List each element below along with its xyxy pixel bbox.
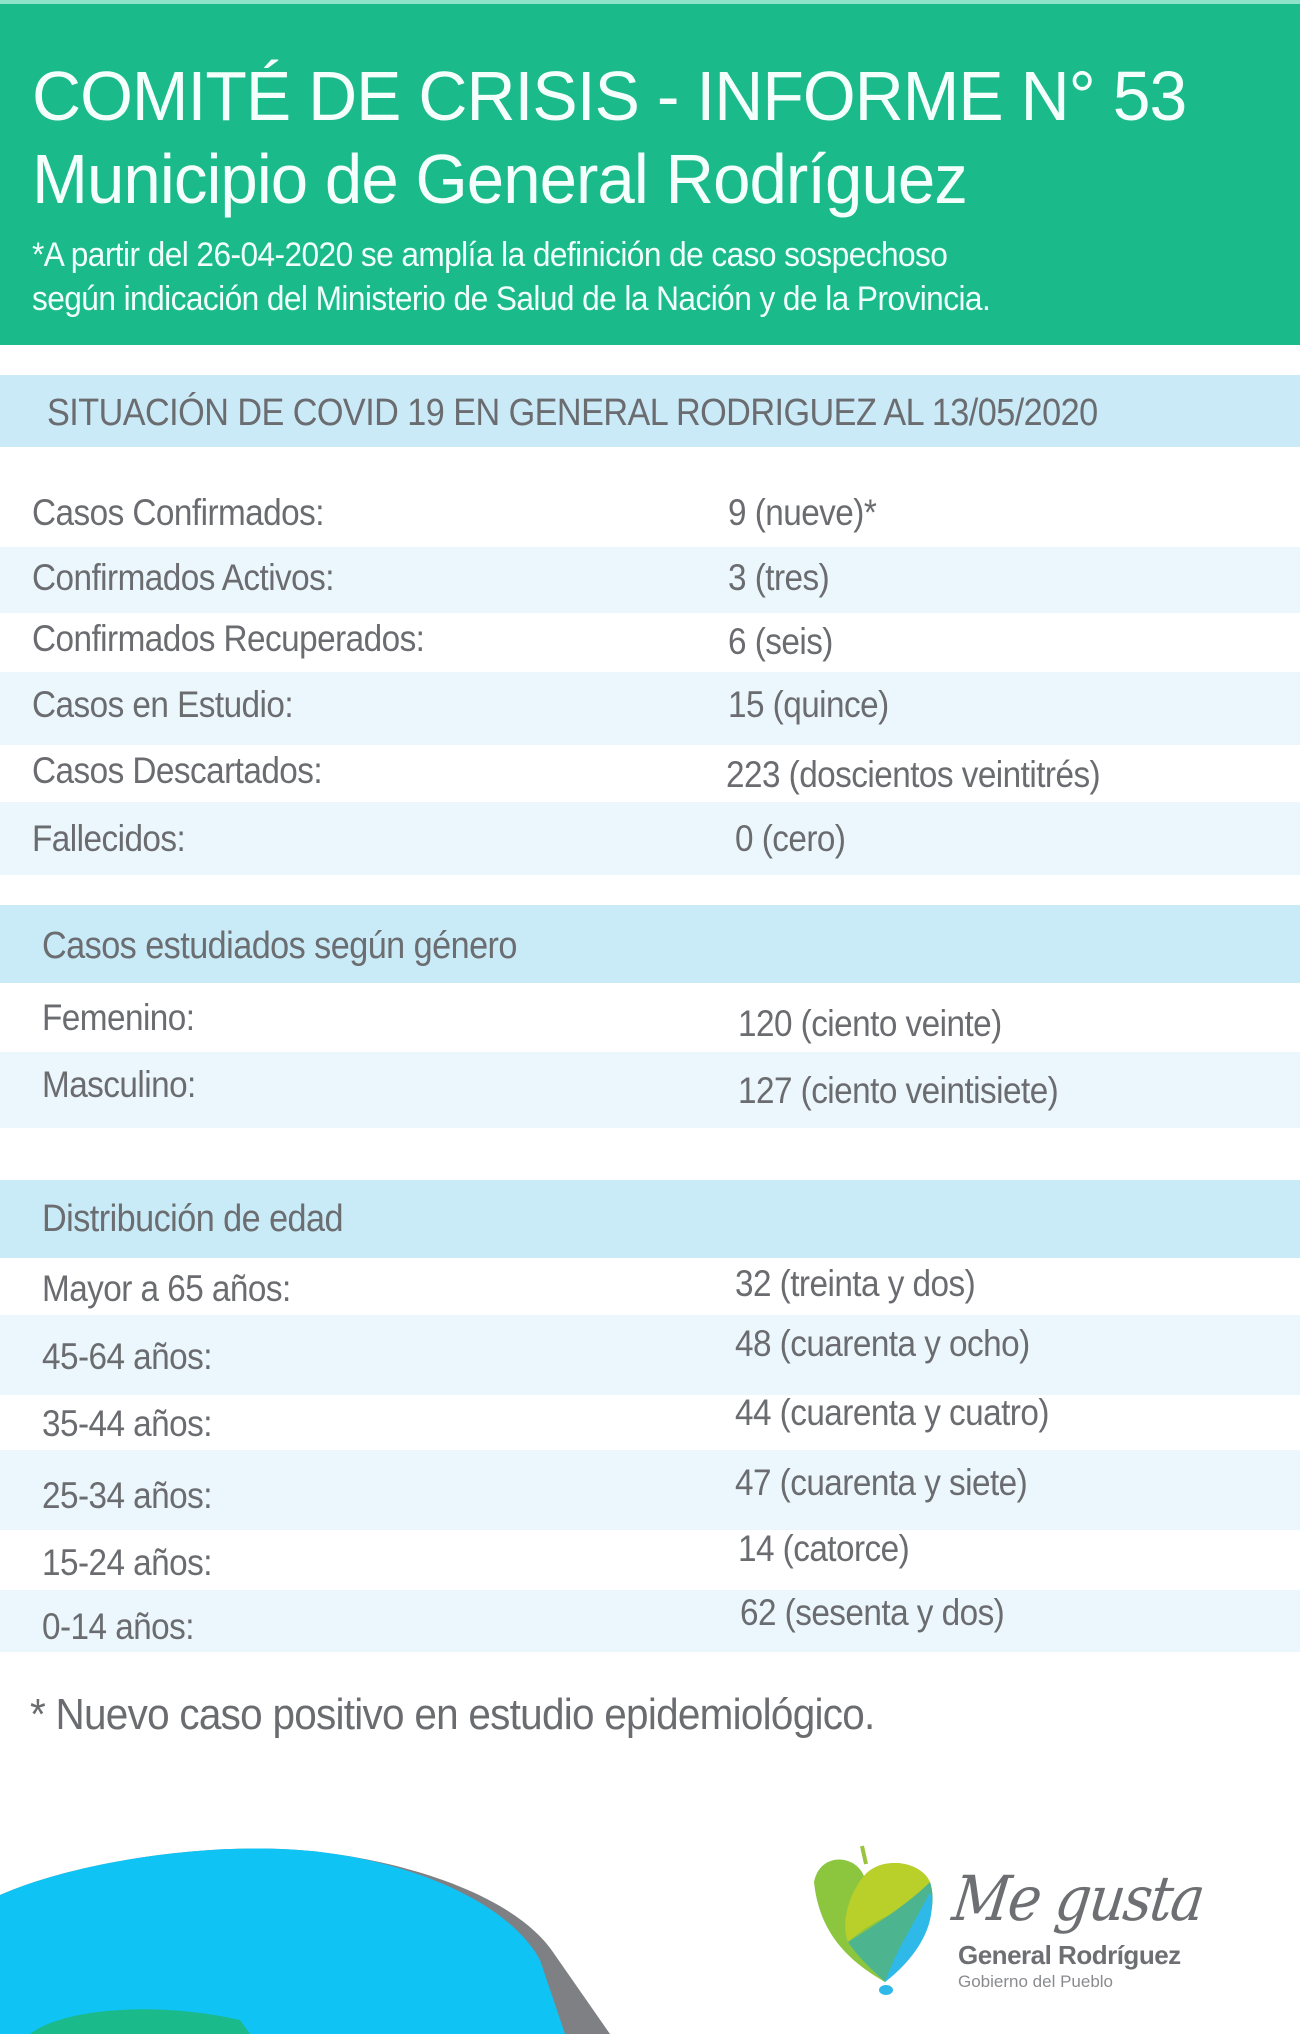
definition-note-line1: *A partir del 26-04-2020 se amplía la definición de caso sospechoso [32, 236, 948, 274]
row-value: 6 (seis) [728, 621, 833, 662]
table-row [0, 1052, 1300, 1128]
gender-section-title: Casos estudiados según género [42, 925, 517, 967]
definition-note-line2: según indicación del Ministerio de Salud de la Nación y de la Provincia. [32, 280, 991, 318]
situation-title: SITUACIÓN DE COVID 19 EN GENERAL RODRIGUEZ AL 13/05/2020 [47, 392, 1098, 434]
row-label: Femenino: [42, 997, 195, 1038]
row-label: Casos en Estudio: [32, 684, 294, 725]
table-row [0, 1590, 1300, 1652]
logo-slogan: Me gusta [948, 1862, 1208, 1935]
row-value: 120 (ciento veinte) [738, 1003, 1002, 1044]
table-row [0, 1258, 1300, 1315]
row-label: Confirmados Activos: [32, 557, 334, 598]
row-value: 62 (sesenta y dos) [740, 1592, 1005, 1633]
row-value: 47 (cuarenta y siete) [735, 1462, 1028, 1503]
table-row [0, 613, 1300, 672]
row-label: Confirmados Recuperados: [32, 618, 425, 659]
row-value: 9 (nueve)* [728, 492, 877, 533]
row-label: Fallecidos: [32, 818, 186, 859]
row-value: 3 (tres) [728, 557, 830, 598]
row-label: 35-44 años: [42, 1403, 212, 1444]
row-label: 15-24 años: [42, 1542, 212, 1583]
row-value: 223 (doscientos veintitrés) [726, 754, 1101, 795]
age-section-title: Distribución de edad [42, 1198, 343, 1240]
report-header [0, 0, 1300, 345]
row-value: 127 (ciento veintisiete) [738, 1070, 1059, 1111]
logo-municipality-name: General Rodríguez [958, 1940, 1181, 1970]
municipality-title: Municipio de General Rodríguez [32, 140, 967, 218]
row-label: Mayor a 65 años: [42, 1268, 291, 1309]
situation-banner [0, 375, 1300, 447]
heart-icon [800, 1842, 950, 2002]
table-row [0, 1315, 1300, 1395]
table-row [0, 802, 1300, 875]
report-title: COMITÉ DE CRISIS - INFORME N° 53 [32, 57, 1187, 135]
row-label: 45-64 años: [42, 1336, 212, 1377]
table-row [0, 672, 1300, 745]
decorative-wave-shape [0, 1840, 640, 2034]
row-label: Masculino: [42, 1064, 196, 1105]
row-label: Casos Confirmados: [32, 492, 324, 533]
row-value: 14 (catorce) [738, 1528, 910, 1569]
age-section-header [0, 1180, 1300, 1258]
row-label: Casos Descartados: [32, 750, 323, 791]
table-row [0, 1530, 1300, 1590]
row-value: 32 (treinta y dos) [735, 1263, 976, 1304]
table-row [0, 745, 1300, 802]
row-label: 25-34 años: [42, 1475, 212, 1516]
row-value: 44 (cuarenta y cuatro) [735, 1392, 1049, 1433]
gender-section-header [0, 905, 1300, 983]
table-row [0, 547, 1300, 613]
table-row [0, 983, 1300, 1052]
row-value: 0 (cero) [735, 818, 846, 859]
logo-tagline: Gobierno del Pueblo [958, 1972, 1114, 1991]
table-row [0, 1392, 1300, 1450]
footnote: * Nuevo caso positivo en estudio epidemiológico. [30, 1690, 875, 1739]
row-value: 48 (cuarenta y ocho) [735, 1323, 1030, 1364]
table-row [0, 485, 1300, 547]
table-row [0, 1450, 1300, 1530]
row-value: 15 (quince) [728, 684, 889, 725]
row-label: 0-14 años: [42, 1606, 194, 1647]
